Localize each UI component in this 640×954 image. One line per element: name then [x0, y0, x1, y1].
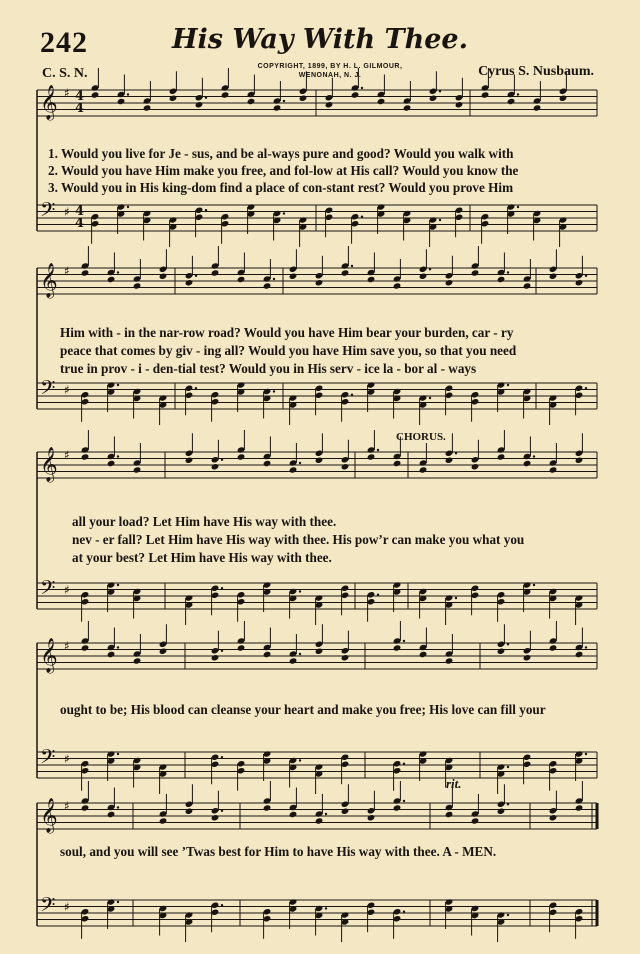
augmentation-dot	[507, 803, 509, 805]
notehead	[315, 457, 324, 464]
notehead	[549, 814, 558, 821]
notehead	[185, 457, 194, 464]
notehead	[263, 282, 272, 289]
lyricist: C. S. N.	[42, 66, 88, 81]
key-signature-sharp: ♯	[64, 205, 70, 219]
lyric-line: 2. Would you have Him make you free, and fol-low at His call? Would you know the	[48, 163, 519, 178]
key-signature-sharp: ♯	[64, 900, 70, 914]
key-signature-sharp: ♯	[64, 583, 70, 597]
augmentation-dot	[455, 597, 457, 599]
key-signature-sharp: ♯	[64, 264, 70, 278]
notehead	[237, 276, 246, 283]
augmentation-dot	[221, 904, 223, 906]
notehead	[81, 804, 90, 811]
lyric-line: soul, and you will see ’Twas best for Him to have His way with thee. A - MEN.	[60, 844, 497, 859]
notehead	[549, 644, 558, 651]
notehead	[341, 269, 350, 276]
notehead	[341, 463, 350, 470]
augmentation-dot	[283, 100, 285, 102]
notehead	[351, 91, 360, 98]
key-signature-sharp: ♯	[64, 448, 70, 462]
notehead	[325, 101, 334, 108]
notehead	[195, 101, 204, 108]
ritardando-mark: rit.	[446, 776, 462, 791]
notehead	[575, 804, 584, 811]
notehead	[185, 279, 194, 286]
bass-clef: 𝄢	[40, 376, 56, 404]
augmentation-dot	[127, 93, 129, 95]
notehead	[445, 657, 454, 664]
augmentation-dot	[377, 449, 379, 451]
notehead	[481, 91, 490, 98]
notehead	[497, 808, 506, 815]
notehead	[263, 804, 272, 811]
key-signature-sharp: ♯	[64, 639, 70, 653]
notehead	[81, 644, 90, 651]
notehead	[575, 651, 584, 658]
time-signature: 4	[75, 204, 85, 219]
notehead	[419, 651, 428, 658]
treble-clef: 𝄞	[40, 798, 58, 833]
augmentation-dot	[517, 206, 519, 208]
bass-clef: 𝄢	[40, 893, 56, 921]
treble-clef: 𝄞	[40, 638, 58, 673]
notehead	[523, 654, 532, 661]
notehead	[393, 282, 402, 289]
time-signature: 4	[75, 89, 85, 104]
hymn-title: His Way With Thee.	[171, 24, 468, 55]
notehead	[143, 104, 152, 111]
notehead	[497, 648, 506, 655]
notehead	[81, 269, 90, 276]
augmentation-dot	[221, 650, 223, 652]
lyric-line: 1. Would you live for Je - sus, and be al-ways pure and good? Would you walk with	[48, 146, 514, 161]
augmentation-dot	[507, 271, 509, 273]
augmentation-dot	[117, 584, 119, 586]
lyric-line: true in prov - i - den-tial test? Would you in His serv - ice la - bor al - ways	[60, 361, 477, 376]
notehead	[419, 273, 428, 280]
notehead	[315, 279, 324, 286]
notehead	[559, 95, 568, 102]
augmentation-dot	[299, 590, 301, 592]
augmentation-dot	[195, 275, 197, 277]
notehead	[393, 460, 402, 467]
notehead	[403, 104, 412, 111]
time-signature: 4	[75, 101, 85, 116]
augmentation-dot	[403, 763, 405, 765]
augmentation-dot	[507, 643, 509, 645]
lyric-line: ought to be; His blood can cleanse your heart and make you free; His love can fill your	[60, 702, 546, 717]
augmentation-dot	[439, 90, 441, 92]
notehead	[107, 460, 116, 467]
notehead	[341, 654, 350, 661]
notehead	[211, 654, 220, 661]
augmentation-dot	[299, 759, 301, 761]
notehead	[549, 466, 558, 473]
bass-clef: 𝄢	[40, 576, 56, 604]
key-signature-sharp: ♯	[64, 86, 70, 100]
notehead	[575, 457, 584, 464]
notehead	[367, 453, 376, 460]
augmentation-dot	[429, 268, 431, 270]
augmentation-dot	[117, 646, 119, 648]
augmentation-dot	[325, 813, 327, 815]
lyric-line: Him with - in the nar-row road? Would you have Him bear your burden, car - ry	[60, 325, 514, 340]
key-signature-sharp: ♯	[64, 799, 70, 813]
augmentation-dot	[117, 455, 119, 457]
copyright-line: COPYRIGHT, 1899, BY H. L. GILMOUR,	[257, 63, 403, 70]
augmentation-dot	[585, 646, 587, 648]
augmentation-dot	[205, 97, 207, 99]
notehead	[367, 276, 376, 283]
notehead	[549, 273, 558, 280]
notehead	[211, 814, 220, 821]
augmentation-dot	[127, 206, 129, 208]
time-signature: 4	[75, 216, 85, 231]
notehead	[237, 453, 246, 460]
augmentation-dot	[533, 455, 535, 457]
notehead	[471, 269, 480, 276]
augmentation-dot	[273, 278, 275, 280]
notehead	[133, 466, 142, 473]
augmentation-dot	[585, 275, 587, 277]
notehead	[471, 817, 480, 824]
bass-clef: 𝄢	[40, 745, 56, 773]
notehead	[289, 466, 298, 473]
notehead	[523, 460, 532, 467]
augmentation-dot	[403, 640, 405, 642]
notehead	[377, 98, 386, 105]
lyric-line: nev - er fall? Let Him have His way with thee. His pow’r can make you what you	[72, 532, 525, 547]
lyric-line: 3. Would you in His king-dom find a place of con-stant rest? Would you prove Him	[48, 180, 514, 195]
notehead	[393, 644, 402, 651]
notehead	[117, 98, 126, 105]
augmentation-dot	[351, 394, 353, 396]
augmentation-dot	[299, 653, 301, 655]
notehead	[237, 644, 246, 651]
notehead	[445, 457, 454, 464]
notehead	[289, 273, 298, 280]
augmentation-dot	[273, 390, 275, 392]
notehead	[445, 279, 454, 286]
augmentation-dot	[429, 397, 431, 399]
augmentation-dot	[117, 901, 119, 903]
augmentation-dot	[585, 387, 587, 389]
notehead	[263, 460, 272, 467]
copyright-line: WENONAH, N. J.	[298, 72, 362, 79]
augmentation-dot	[507, 914, 509, 916]
notehead	[341, 808, 350, 815]
notehead	[273, 104, 282, 111]
augmentation-dot	[507, 766, 509, 768]
notehead	[81, 453, 90, 460]
notehead	[107, 276, 116, 283]
augmentation-dot	[221, 587, 223, 589]
notehead	[133, 282, 142, 289]
augmentation-dot	[533, 584, 535, 586]
notehead	[315, 648, 324, 655]
augmentation-dot	[221, 459, 223, 461]
notehead	[159, 273, 168, 280]
lyric-line: at your best? Let Him have His way with thee.	[72, 550, 332, 565]
notehead	[533, 104, 542, 111]
augmentation-dot	[507, 384, 509, 386]
bass-clef: 𝄢	[40, 198, 56, 226]
augmentation-dot	[455, 452, 457, 454]
key-signature-sharp: ♯	[64, 383, 70, 397]
augmentation-dot	[517, 93, 519, 95]
notehead	[91, 91, 100, 98]
notehead	[211, 463, 220, 470]
augmentation-dot	[195, 387, 197, 389]
notehead	[289, 811, 298, 818]
notehead	[497, 276, 506, 283]
notehead	[419, 466, 428, 473]
notehead	[221, 91, 230, 98]
augmentation-dot	[117, 806, 119, 808]
hymn-number: 242	[40, 26, 88, 59]
notehead	[575, 279, 584, 286]
notehead	[159, 817, 168, 824]
notehead	[107, 811, 116, 818]
notehead	[507, 98, 516, 105]
augmentation-dot	[361, 87, 363, 89]
augmentation-dot	[377, 594, 379, 596]
augmentation-dot	[403, 911, 405, 913]
notehead	[471, 463, 480, 470]
augmentation-dot	[439, 219, 441, 221]
composer: Cyrus S. Nusbaum.	[478, 64, 594, 79]
notehead	[367, 814, 376, 821]
notehead	[497, 453, 506, 460]
notehead	[299, 95, 308, 102]
notehead	[169, 95, 178, 102]
notehead	[455, 101, 464, 108]
treble-clef: 𝄞	[40, 85, 58, 120]
notehead	[247, 98, 256, 105]
notehead	[393, 804, 402, 811]
augmentation-dot	[299, 462, 301, 464]
augmentation-dot	[221, 756, 223, 758]
augmentation-dot	[325, 907, 327, 909]
augmentation-dot	[283, 212, 285, 214]
notehead	[211, 269, 220, 276]
treble-clef: 𝄞	[40, 447, 58, 482]
augmentation-dot	[117, 753, 119, 755]
notehead	[523, 282, 532, 289]
augmentation-dot	[117, 271, 119, 273]
treble-clef: 𝄞	[40, 263, 58, 298]
notehead	[445, 811, 454, 818]
notehead	[263, 651, 272, 658]
lyric-line: all your load? Let Him have His way with thee.	[72, 514, 337, 529]
augmentation-dot	[117, 384, 119, 386]
chorus-label: CHORUS.	[396, 431, 446, 443]
key-signature-sharp: ♯	[64, 752, 70, 766]
augmentation-dot	[221, 810, 223, 812]
lyric-line: peace that comes by giv - ing all? Would you have Him save you, so that you need	[60, 343, 517, 358]
augmentation-dot	[361, 216, 363, 218]
augmentation-dot	[585, 753, 587, 755]
augmentation-dot	[205, 209, 207, 211]
notehead	[159, 648, 168, 655]
notehead	[133, 657, 142, 664]
notehead	[185, 808, 194, 815]
augmentation-dot	[403, 800, 405, 802]
notehead	[429, 95, 438, 102]
notehead	[315, 817, 324, 824]
augmentation-dot	[351, 265, 353, 267]
notehead	[289, 657, 298, 664]
notehead	[107, 651, 116, 658]
